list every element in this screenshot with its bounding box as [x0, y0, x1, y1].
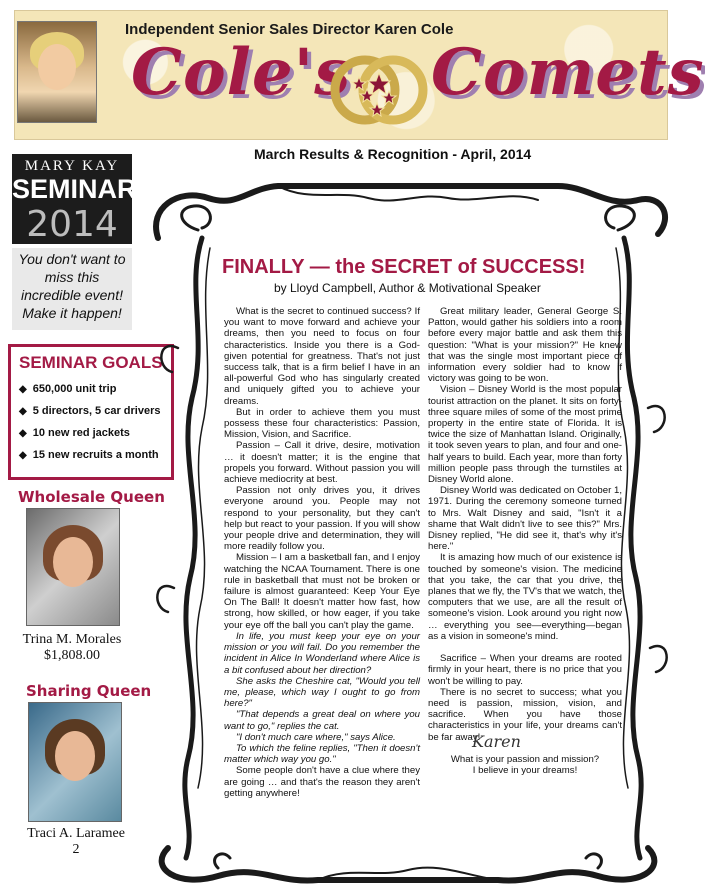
goal-item: ◆ 10 new red jackets: [19, 427, 130, 439]
diamond-bullet-icon: ◆: [19, 384, 27, 395]
promo-line: miss this: [44, 269, 100, 285]
issue-line: March Results & Recognition - April, 2014: [254, 146, 532, 162]
sharing-queen-name: Traci A. Laramee: [27, 826, 125, 841]
director-line: Independent Senior Sales Director Karen Cole: [125, 21, 454, 38]
wholesale-queen-title: Wholesale Queen: [18, 488, 165, 506]
promo-line: You don't want to: [18, 251, 126, 267]
article-paragraph: Disney World was dedicated on October 1, 1971. During the ceremony someone turned to Mrs. Walt Disney and said, "Isn't it a shame that Walt didn't live to see this?" Mrs. Disney replied, "He did see it, that's why it's here.": [428, 485, 622, 553]
newsletter-header: [14, 10, 705, 140]
article-paragraph: Vision – Disney World is the most popular tourist attraction on the planet. It sits on forty-three square miles of some of the most prime property in the entire state of Florida. It is twice the size of Manhattan Island. Originally, it took seven years to plan, and four and one-half years to build. Each year, more than forty million people pass through the turnstiles at Disney World alone.: [428, 384, 622, 486]
sharing-queen-photo: [28, 702, 122, 822]
article-paragraph: What is the secret to continued success? If you want to move forward and achieve your dreams, then you need to focus on four characteristics. Inside you there is a God-given potential for greatness. That's not just success talk, that is a firm belief I have in an all-powerful God who has singularly created and uniquely gifted you to achieve your dreams.: [224, 306, 420, 407]
mary-kay-logo: MARY KAY: [24, 158, 120, 174]
seminar-word: SEMINAR: [12, 174, 137, 204]
article-paragraph: Sacrifice – When your dreams are rooted firmly in your heart, there is no price that you won't be willing to pay.: [428, 653, 622, 687]
article-paragraph: Passion not only drives you, it drives everyone around you. People may not respond to your personality, but they can't help but react to your passion. If you will show your people drive and determination, they will more readily follow you.: [224, 485, 420, 553]
article-paragraph: To which the feline replies, "Then it doesn't matter which way you go.": [224, 742, 420, 766]
article-paragraph: There is no secret to success; what you need is passion, mission, vision, and sacrifice. When you have those characteristics in your life, your dreams can't be far away!: [428, 686, 622, 743]
article-column-left: [224, 306, 420, 799]
wholesale-queen-photo: [26, 508, 120, 626]
director-photo: [17, 21, 97, 123]
article-paragraph: Great military leader, General George S. Patton, would gather his soldiers into a room before every major battle and ask them this question: "What is your mission?" He knew that was the single most important piece of information every soldier had to know if victory was going to be won.: [428, 306, 622, 385]
seminar-year: 2014: [26, 204, 118, 245]
article-paragraph: But in order to achieve them you must possess these four characteristics: Passion, Mission, Vision, and Sacrifice.: [224, 406, 420, 441]
goals-title: SEMINAR GOALS: [19, 353, 163, 372]
article-paragraph: It is amazing how much of our existence is touched by someone's vision. The medicine that you take, the car that you drive, the planes that we fly, the TV's that we watch, the computers that we use, are all the result of someone's vision. Look around you right now … everything you see—everything—began as a vision in someone's mind.: [428, 552, 622, 642]
article-byline: by Lloyd Campbell, Author & Motivational Speaker: [274, 281, 541, 295]
goal-item: ◆ 15 new recruits a month: [19, 449, 159, 461]
closing-question: What is your passion and mission?: [450, 753, 600, 765]
signature: Karen: [472, 732, 521, 751]
seminar-banner: [12, 154, 137, 245]
diamond-bullet-icon: ◆: [19, 450, 27, 461]
seminar-promo-text: [12, 248, 132, 330]
article-paragraph: Passion – Call it drive, desire, motivation … it doesn't matter; it is the engine that propels you forward. Without passion you will achieve mediocrity at best.: [224, 440, 420, 486]
sharing-queen-count: 2: [72, 842, 80, 857]
goal-item: ◆ 5 directors, 5 car drivers: [19, 405, 161, 417]
article-paragraph: In life, you must keep your eye on your mission or you will fail. Do you remember the incident in Alice In Wonderland where Alice is a bit confused about her direction?: [224, 630, 420, 676]
article-paragraph: "That depends a great deal on where you want to go," replies the cat.: [224, 709, 420, 732]
wholesale-queen-name: Trina M. Morales: [22, 632, 122, 647]
brand-title-right: Comets: [431, 35, 705, 110]
diamond-bullet-icon: ◆: [19, 428, 27, 439]
closing-line: I believe in your dreams!: [472, 764, 578, 776]
promo-line: Make it happen!: [22, 305, 122, 321]
diamond-bullet-icon: ◆: [19, 406, 27, 417]
article-paragraph: Mission – I am a basketball fan, and I enjoy watching the NCAA Tournament. There is one rule in basketball that must not be broken or failure is almost guaranteed: Keep Your Eye On The Ball! It doesn't matter how fast, how strong, how skilled, or how eager, if you take your eye off the ball you can't play the game.: [224, 552, 420, 631]
promo-line: incredible event!: [21, 287, 123, 303]
cc-star-logo: [331, 51, 427, 129]
article-paragraph: Some people don't have a clue where they are going … and that's the reason they aren't getting anywhere!: [224, 765, 420, 799]
wholesale-queen-amount: $1,808.00: [44, 648, 100, 663]
sharing-queen-title: Sharing Queen: [26, 682, 152, 700]
article-paragraph: "I don't much care where," says Alice.: [236, 731, 396, 743]
article-title: FINALLY — the SECRET of SUCCESS!: [222, 256, 586, 278]
article-column-right: [428, 306, 622, 776]
article-paragraph: She asks the Cheshire cat, "Would you tell me, please, which way I ought to go from here?": [224, 675, 420, 710]
goal-item: ◆ 650,000 unit trip: [19, 383, 117, 395]
brand-title-left: Cole's: [131, 35, 352, 110]
